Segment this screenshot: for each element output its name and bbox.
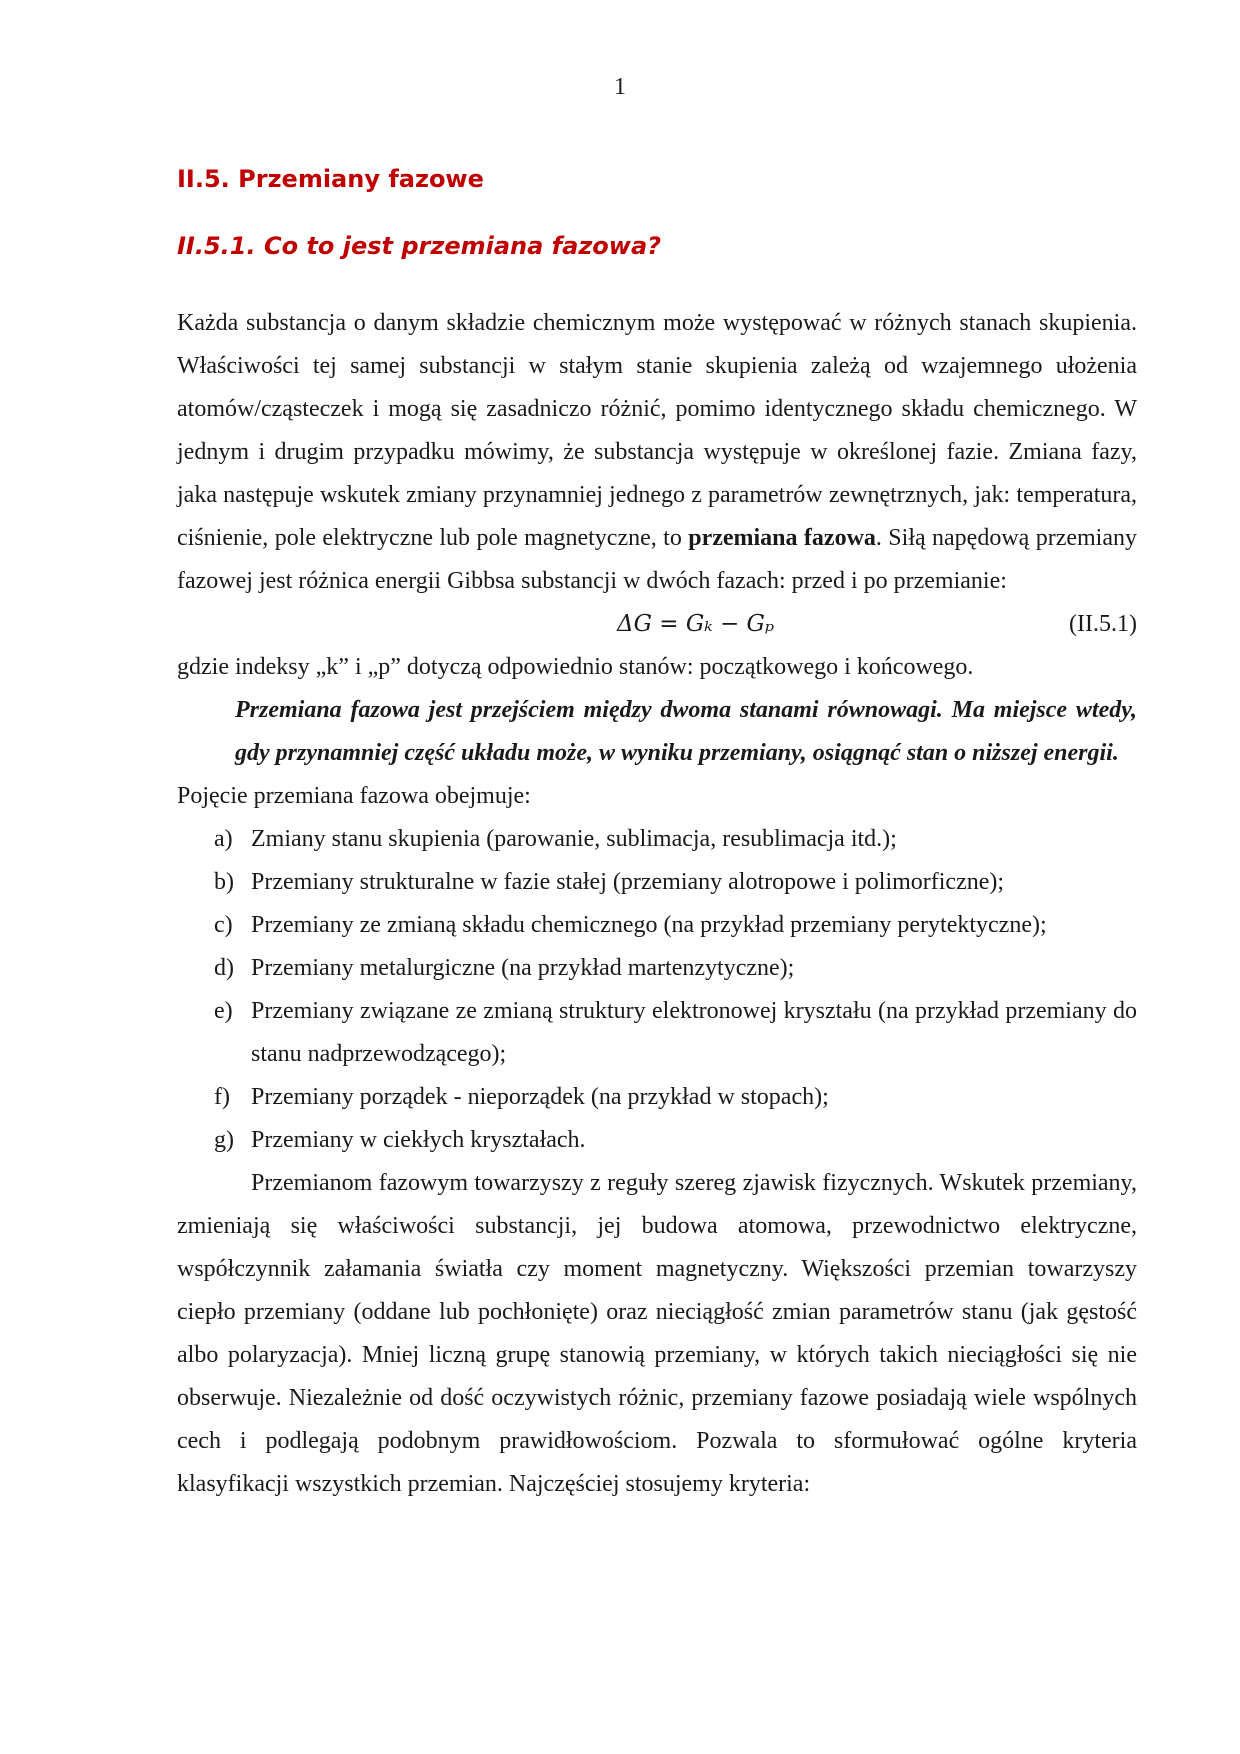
page-number: 1 xyxy=(614,74,626,100)
closing-paragraph: Przemianom fazowym towarzyszy z reguły szereg zjawisk fizycznych. Wskutek przemiany, zmieniają się właściwości substancji, jej budowa atomowa, przewodnictwo elektryczne, współczynnik załamania światła czy moment magnetyczny. Większości przemian towarzyszy ciepło przemiany (oddane lub pochłonięte) oraz nieciągłość zmian parametrów stanu (jak gęstość albo polaryzacja). Mniej liczną grupę stanowią przemiany, w których takich nieciągłości się nie obserwuje. Niezależnie od dość oczywistych różnic, przemiany fazowe posiadają wiele wspólnych cech i podlegają podobnym prawidłowościom. Pozwala to sformułować ogólne kryteria klasyfikacji wszystkich przemian. Najczęściej stosujemy kryteria: xyxy=(177,1170,1137,1497)
list-item-letter: c) xyxy=(214,912,233,938)
equation-row xyxy=(177,603,1137,646)
equation-note: gdzie indeksy „k” i „p” dotyczą odpowiednio stanów: początkowego i końcowego. xyxy=(177,654,974,680)
list-item xyxy=(177,990,1137,1076)
list-item-letter: e) xyxy=(214,998,233,1024)
list-item-letter: a) xyxy=(214,826,233,852)
list-item xyxy=(177,947,1137,990)
list-item xyxy=(177,1119,1137,1162)
list-item-text: Przemiany strukturalne w fazie stałej (przemiany alotropowe i polimorficzne); xyxy=(251,869,1005,895)
list-item-text: Zmiany stanu skupienia (parowanie, sublimacja, resublimacja itd.); xyxy=(251,826,897,852)
list-item-text: Przemiany metalurgiczne (na przykład martenzytyczne); xyxy=(251,955,795,981)
list-item-text: Przemiany porządek - nieporządek (na przykład w stopach); xyxy=(251,1084,829,1110)
intro-term-bold: przemiana fazowa xyxy=(688,525,876,551)
equation-number: (II.5.1) xyxy=(1069,611,1137,637)
list-item-letter: f) xyxy=(214,1084,230,1110)
list-item-letter: d) xyxy=(214,955,234,981)
list-item xyxy=(177,1076,1137,1119)
list-intro: Pojęcie przemiana fazowa obejmuje: xyxy=(177,783,531,809)
list-item xyxy=(177,861,1137,904)
list-item xyxy=(177,818,1137,861)
list-item xyxy=(177,904,1137,947)
list-item-text: Przemiany w ciekłych kryształach. xyxy=(251,1127,586,1153)
list-item-letter: b) xyxy=(214,869,234,895)
phase-transition-list xyxy=(177,818,1137,1162)
list-item-letter: g) xyxy=(214,1127,234,1153)
section-heading: II.5. Przemiany fazowe xyxy=(177,165,484,193)
page-content xyxy=(177,154,1137,1506)
equation-formula: ΔG = Gₖ − Gₚ xyxy=(617,611,775,637)
list-item-text: Przemiany związane ze zmianą struktury elektronowej kryształu (na przykład przemiany do stanu nadprzewodzącego); xyxy=(251,998,1137,1067)
intro-text-start: Każda substancja o danym składzie chemicznym może występować w różnych stanach skupienia. Właściwości tej samej substancji w stałym stanie skupienia zależą od wzajemnego ułożenia atomów/cząsteczek i mogą się zasadniczo różnić, pomimo identycznego składu chemicznego. W jednym i drugim przypadku mówimy, że substancja występuje w określonej fazie. Zmiana fazy, jaka następuje wskutek zmiany przynamniej jednego z parametrów zewnętrznych, jak: temperatura, ciśnienie, pole elektryczne lub pole magnetyczne, to xyxy=(177,310,1137,551)
intro-text-end: . Siłą napędową przemiany fazowej jest różnica energii Gibbsa substancji w dwóch fazach: przed i po przemianie: xyxy=(177,525,1137,594)
subsection-heading: II.5.1. Co to jest przemiana fazowa? xyxy=(177,232,662,260)
intro-paragraph xyxy=(177,302,1137,603)
definition-block: Przemiana fazowa jest przejściem między dwoma stanami równowagi. Ma miejsce wtedy, gdy przynamniej część układu może, w wyniku przemiany, osiągnąć stan o niższej energii. xyxy=(235,697,1137,766)
list-item-text: Przemiany ze zmianą składu chemicznego (na przykład przemiany perytektyczne); xyxy=(251,912,1047,938)
